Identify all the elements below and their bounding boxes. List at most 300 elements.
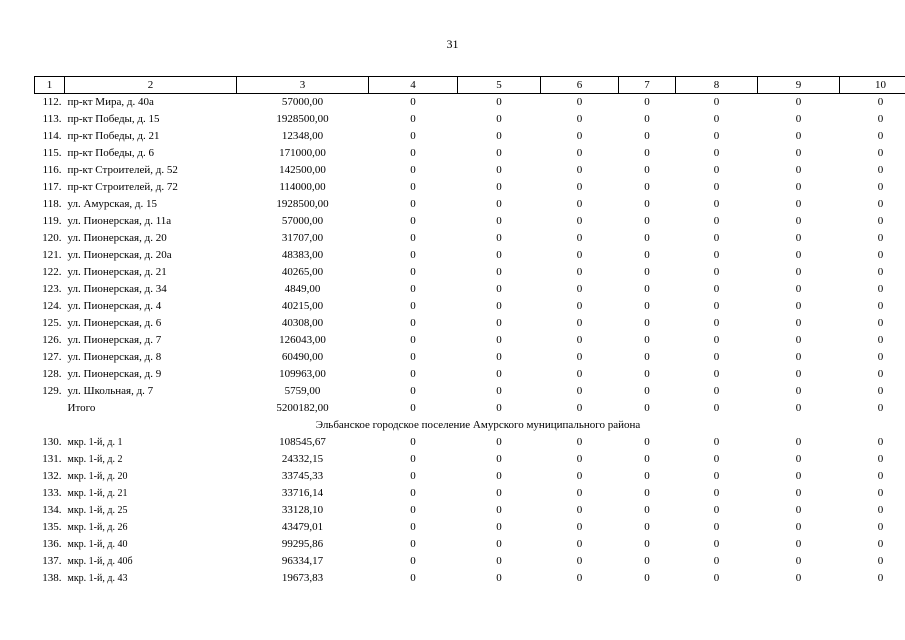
table-cell: 0 bbox=[795, 436, 802, 448]
column-header: 2 bbox=[65, 77, 237, 94]
total-row bbox=[35, 400, 905, 417]
amount-cell: 1928500,00 bbox=[276, 113, 329, 125]
table-cell: 0 bbox=[496, 283, 502, 295]
table-cell: 0 bbox=[795, 300, 802, 312]
data-table bbox=[34, 76, 905, 587]
table-cell: 0 bbox=[576, 555, 583, 567]
table-cell: 0 bbox=[496, 266, 502, 278]
table-row bbox=[35, 315, 905, 332]
table-cell: 0 bbox=[795, 249, 802, 261]
row-number: 138. bbox=[42, 572, 62, 584]
table-cell: 0 bbox=[795, 147, 802, 159]
total-label: Итого bbox=[67, 402, 96, 414]
address-cell: ул. Пионерская, д. 34 bbox=[67, 283, 167, 295]
table-cell: 0 bbox=[410, 266, 416, 278]
table-cell: 0 bbox=[410, 402, 416, 414]
table-cell: 0 bbox=[713, 198, 720, 210]
address-cell: пр-кт Строителей, д. 72 bbox=[67, 181, 178, 193]
amount-cell: 31707,00 bbox=[281, 232, 324, 244]
table-cell: 0 bbox=[713, 402, 720, 414]
amount-cell: 33716,14 bbox=[281, 487, 324, 499]
table-cell: 0 bbox=[576, 504, 583, 516]
table-cell: 0 bbox=[576, 453, 583, 465]
table-cell: 0 bbox=[877, 147, 884, 159]
table-cell: 0 bbox=[713, 572, 720, 584]
table-cell: 0 bbox=[795, 538, 802, 550]
table-cell: 0 bbox=[496, 402, 502, 414]
table-cell: 0 bbox=[496, 215, 502, 227]
amount-cell: 40308,00 bbox=[281, 317, 324, 329]
table-cell: 0 bbox=[713, 351, 720, 363]
amount-cell: 171000,00 bbox=[279, 147, 326, 159]
table-cell: 0 bbox=[576, 300, 583, 312]
table-cell: 0 bbox=[410, 181, 416, 193]
table-cell: 0 bbox=[410, 351, 416, 363]
column-header: 6 bbox=[541, 77, 619, 94]
table-cell: 0 bbox=[713, 470, 720, 482]
table-row bbox=[35, 366, 905, 383]
table-cell: 0 bbox=[410, 436, 416, 448]
table-cell: 0 bbox=[410, 215, 416, 227]
address-cell: ул. Пионерская, д. 4 bbox=[67, 300, 162, 312]
table-cell: 0 bbox=[410, 232, 416, 244]
table-cell: 0 bbox=[410, 283, 416, 295]
table-cell: 0 bbox=[713, 317, 720, 329]
table-row bbox=[35, 179, 905, 196]
table-cell: 0 bbox=[795, 113, 802, 125]
table-cell: 0 bbox=[795, 368, 802, 380]
amount-cell: 48383,00 bbox=[281, 249, 324, 261]
amount-cell: 40265,00 bbox=[281, 266, 324, 278]
column-header: 9 bbox=[758, 77, 840, 94]
table-cell: 0 bbox=[496, 164, 502, 176]
address-cell: пр-кт Победы, д. 21 bbox=[67, 130, 160, 142]
table-cell: 0 bbox=[713, 130, 720, 142]
table-cell: 0 bbox=[410, 300, 416, 312]
address-cell: мкр. 1-й, д. 43 bbox=[67, 573, 128, 584]
table-cell: 0 bbox=[713, 504, 720, 516]
table-row bbox=[35, 332, 905, 349]
table-cell: 0 bbox=[496, 470, 502, 482]
table-cell: 0 bbox=[644, 198, 650, 210]
table-row bbox=[35, 281, 905, 298]
amount-cell: 96334,17 bbox=[281, 555, 324, 567]
amount-cell: 126043,00 bbox=[279, 334, 326, 346]
table-cell: 0 bbox=[644, 266, 650, 278]
address-cell: мкр. 1-й, д. 2 bbox=[67, 454, 123, 465]
table-cell: 0 bbox=[410, 96, 416, 108]
address-cell: мкр. 1-й, д. 20 bbox=[67, 471, 128, 482]
table-cell: 0 bbox=[576, 283, 583, 295]
table-cell: 0 bbox=[795, 385, 802, 397]
address-cell: ул. Пионерская, д. 20а bbox=[67, 249, 172, 261]
section-row bbox=[35, 417, 905, 434]
table-cell: 0 bbox=[644, 470, 650, 482]
row-number: 114. bbox=[42, 130, 62, 142]
table-cell: 0 bbox=[713, 521, 720, 533]
table-cell: 0 bbox=[410, 453, 416, 465]
table-cell: 0 bbox=[576, 130, 583, 142]
table-cell: 0 bbox=[795, 402, 802, 414]
table-cell: 0 bbox=[410, 385, 416, 397]
table-cell: 0 bbox=[795, 334, 802, 346]
table-row bbox=[35, 502, 905, 519]
amount-cell: 108545,67 bbox=[279, 436, 326, 448]
table-cell: 0 bbox=[644, 283, 650, 295]
amount-cell: 114000,00 bbox=[279, 181, 326, 193]
amount-cell: 33745,33 bbox=[281, 470, 324, 482]
amount-cell: 5759,00 bbox=[284, 385, 321, 397]
amount-cell: 43479,01 bbox=[281, 521, 324, 533]
table-row bbox=[35, 162, 905, 179]
table-cell: 0 bbox=[644, 300, 650, 312]
table-cell: 0 bbox=[576, 402, 583, 414]
table-cell: 0 bbox=[496, 317, 502, 329]
address-cell: ул. Пионерская, д. 7 bbox=[67, 334, 162, 346]
table-cell: 0 bbox=[713, 113, 720, 125]
table-cell: 0 bbox=[576, 249, 583, 261]
table-cell: 0 bbox=[795, 164, 802, 176]
address-cell: ул. Пионерская, д. 6 bbox=[67, 317, 162, 329]
table-row bbox=[35, 519, 905, 536]
row-number: 134. bbox=[42, 504, 62, 516]
table-cell: 0 bbox=[576, 147, 583, 159]
table-cell: 0 bbox=[496, 334, 502, 346]
table-cell: 0 bbox=[576, 436, 583, 448]
table-cell: 0 bbox=[644, 317, 650, 329]
table-cell: 0 bbox=[713, 249, 720, 261]
table-cell: 0 bbox=[576, 385, 583, 397]
table-header-row bbox=[35, 77, 905, 94]
table-cell: 0 bbox=[410, 470, 416, 482]
row-number: 137. bbox=[42, 555, 62, 567]
table-cell: 0 bbox=[713, 266, 720, 278]
table-cell: 0 bbox=[644, 113, 650, 125]
table-cell: 0 bbox=[496, 300, 502, 312]
row-number: 115. bbox=[42, 147, 62, 159]
table-cell: 0 bbox=[795, 232, 802, 244]
address-cell: мкр. 1-й, д. 21 bbox=[67, 488, 128, 499]
row-number: 121. bbox=[42, 249, 62, 261]
address-cell: ул. Пионерская, д. 8 bbox=[67, 351, 162, 363]
table-cell: 0 bbox=[410, 538, 416, 550]
table-cell: 0 bbox=[795, 487, 802, 499]
table-row bbox=[35, 451, 905, 468]
address-cell: мкр. 1-й, д. 1 bbox=[67, 437, 123, 448]
amount-cell: 57000,00 bbox=[281, 215, 324, 227]
table-cell: 0 bbox=[576, 470, 583, 482]
table-cell: 0 bbox=[713, 453, 720, 465]
row-number: 131. bbox=[42, 453, 62, 465]
table-cell: 0 bbox=[877, 470, 884, 482]
table-cell: 0 bbox=[877, 538, 884, 550]
row-number: 135. bbox=[42, 521, 62, 533]
amount-cell: 57000,00 bbox=[281, 96, 324, 108]
table-cell: 0 bbox=[877, 300, 884, 312]
table-cell: 0 bbox=[496, 572, 502, 584]
amount-cell: 142500,00 bbox=[279, 164, 326, 176]
table-cell: 0 bbox=[877, 351, 884, 363]
address-cell: мкр. 1-й, д. 40 bbox=[67, 539, 128, 550]
table-cell: 0 bbox=[496, 249, 502, 261]
row-number: 133. bbox=[42, 487, 62, 499]
address-cell: пр-кт Победы, д. 15 bbox=[67, 113, 160, 125]
table-cell: 0 bbox=[644, 436, 650, 448]
table-cell: 0 bbox=[644, 232, 650, 244]
table-cell: 0 bbox=[644, 487, 650, 499]
table-row bbox=[35, 94, 905, 112]
row-number: 119. bbox=[42, 215, 62, 227]
table-cell: 0 bbox=[713, 436, 720, 448]
table-cell: 0 bbox=[644, 249, 650, 261]
table-cell: 0 bbox=[795, 198, 802, 210]
row-number: 113. bbox=[42, 113, 62, 125]
table-cell: 0 bbox=[644, 351, 650, 363]
table-cell: 0 bbox=[713, 215, 720, 227]
table-cell: 0 bbox=[410, 368, 416, 380]
table-cell: 0 bbox=[576, 198, 583, 210]
row-number: 130. bbox=[42, 436, 62, 448]
table-cell: 0 bbox=[713, 385, 720, 397]
table-cell: 0 bbox=[644, 130, 650, 142]
table-cell: 0 bbox=[496, 130, 502, 142]
table-cell: 0 bbox=[644, 96, 650, 108]
table-cell: 0 bbox=[795, 266, 802, 278]
table-cell: 0 bbox=[576, 181, 583, 193]
row-number: 128. bbox=[42, 368, 62, 380]
table-row bbox=[35, 468, 905, 485]
column-header: 5 bbox=[458, 77, 541, 94]
table-cell: 0 bbox=[644, 504, 650, 516]
table-cell: 0 bbox=[713, 538, 720, 550]
table-cell: 0 bbox=[410, 572, 416, 584]
table-cell: 0 bbox=[576, 232, 583, 244]
table-cell: 0 bbox=[644, 147, 650, 159]
table-cell: 0 bbox=[410, 249, 416, 261]
table-cell: 0 bbox=[713, 164, 720, 176]
row-number: 122. bbox=[42, 266, 62, 278]
table-cell: 0 bbox=[713, 181, 720, 193]
amount-cell: 19673,83 bbox=[281, 572, 324, 584]
table-cell: 0 bbox=[713, 232, 720, 244]
column-header: 3 bbox=[237, 77, 369, 94]
row-number: 118. bbox=[42, 198, 62, 210]
table-cell: 0 bbox=[795, 283, 802, 295]
table-cell: 0 bbox=[410, 198, 416, 210]
table-cell: 0 bbox=[877, 317, 884, 329]
table-cell: 0 bbox=[496, 504, 502, 516]
address-cell: пр-кт Строителей, д. 52 bbox=[67, 164, 178, 176]
amount-cell: 99295,86 bbox=[281, 538, 324, 550]
table-cell: 0 bbox=[496, 147, 502, 159]
table-cell: 0 bbox=[644, 368, 650, 380]
page-number: 31 bbox=[446, 37, 459, 51]
table-row bbox=[35, 485, 905, 502]
table-cell: 0 bbox=[644, 555, 650, 567]
table-cell: 0 bbox=[644, 521, 650, 533]
address-cell: мкр. 1-й, д. 25 bbox=[67, 505, 128, 516]
amount-cell: 60490,00 bbox=[281, 351, 324, 363]
table-cell: 0 bbox=[644, 181, 650, 193]
row-number: 129. bbox=[42, 385, 62, 397]
address-cell: ул. Пионерская, д. 20 bbox=[67, 232, 167, 244]
address-cell: ул. Амурская, д. 15 bbox=[67, 198, 158, 210]
table-cell: 0 bbox=[496, 487, 502, 499]
table-cell: 0 bbox=[713, 96, 720, 108]
table-cell: 0 bbox=[795, 521, 802, 533]
table-cell: 0 bbox=[877, 521, 884, 533]
table-cell: 0 bbox=[644, 164, 650, 176]
table-cell: 0 bbox=[713, 147, 720, 159]
table-cell: 0 bbox=[877, 402, 884, 414]
table-cell: 0 bbox=[644, 538, 650, 550]
amount-cell: 109963,00 bbox=[279, 368, 326, 380]
table-cell: 0 bbox=[877, 113, 884, 125]
table-cell: 0 bbox=[576, 334, 583, 346]
table-cell: 0 bbox=[496, 436, 502, 448]
table-cell: 0 bbox=[496, 453, 502, 465]
table-cell: 0 bbox=[877, 249, 884, 261]
table-cell: 0 bbox=[496, 521, 502, 533]
table-cell: 0 bbox=[713, 368, 720, 380]
row-number: 124. bbox=[42, 300, 62, 312]
table-cell: 0 bbox=[795, 317, 802, 329]
table-row bbox=[35, 570, 905, 587]
table-cell: 0 bbox=[576, 215, 583, 227]
table-cell: 0 bbox=[410, 504, 416, 516]
table-cell: 0 bbox=[877, 283, 884, 295]
table-cell: 0 bbox=[496, 181, 502, 193]
table-row bbox=[35, 264, 905, 281]
table-cell: 0 bbox=[877, 487, 884, 499]
table-cell: 0 bbox=[795, 555, 802, 567]
table-cell: 0 bbox=[496, 198, 502, 210]
row-number: 112. bbox=[42, 96, 62, 108]
table-row bbox=[35, 349, 905, 366]
row-number: 136. bbox=[42, 538, 62, 550]
table-cell: 0 bbox=[795, 351, 802, 363]
table-cell: 0 bbox=[644, 385, 650, 397]
table-cell: 0 bbox=[576, 572, 583, 584]
table-cell: 0 bbox=[496, 351, 502, 363]
table-cell: 0 bbox=[576, 164, 583, 176]
table-cell: 0 bbox=[576, 351, 583, 363]
amount-cell: 4849,00 bbox=[284, 283, 321, 295]
total-amount: 5200182,00 bbox=[276, 402, 329, 414]
table-cell: 0 bbox=[576, 521, 583, 533]
table-cell: 0 bbox=[410, 147, 416, 159]
table-cell: 0 bbox=[795, 215, 802, 227]
table-cell: 0 bbox=[713, 334, 720, 346]
table-cell: 0 bbox=[576, 96, 583, 108]
address-cell: мкр. 1-й, д. 26 bbox=[67, 522, 128, 533]
amount-cell: 33128,10 bbox=[281, 504, 324, 516]
table-cell: 0 bbox=[877, 130, 884, 142]
address-cell: ул. Пионерская, д. 21 bbox=[67, 266, 167, 278]
table-cell: 0 bbox=[877, 96, 884, 108]
amount-cell: 40215,00 bbox=[281, 300, 324, 312]
table-cell: 0 bbox=[877, 266, 884, 278]
table-cell: 0 bbox=[877, 181, 884, 193]
table-cell: 0 bbox=[644, 453, 650, 465]
amount-cell: 24332,15 bbox=[281, 453, 324, 465]
table-cell: 0 bbox=[877, 504, 884, 516]
column-header: 7 bbox=[619, 77, 676, 94]
table-cell: 0 bbox=[795, 96, 802, 108]
amount-cell: 12348,00 bbox=[281, 130, 324, 142]
table-cell: 0 bbox=[877, 232, 884, 244]
table-row bbox=[35, 298, 905, 315]
table-cell: 0 bbox=[795, 504, 802, 516]
table-cell: 0 bbox=[496, 96, 502, 108]
table-cell: 0 bbox=[713, 283, 720, 295]
column-header: 4 bbox=[369, 77, 458, 94]
table-cell: 0 bbox=[576, 113, 583, 125]
table-cell: 0 bbox=[795, 181, 802, 193]
table-row bbox=[35, 230, 905, 247]
table-cell: 0 bbox=[496, 385, 502, 397]
table-cell: 0 bbox=[795, 130, 802, 142]
row-number: 127. bbox=[42, 351, 62, 363]
table-row bbox=[35, 247, 905, 264]
table-cell: 0 bbox=[410, 130, 416, 142]
row-number: 116. bbox=[42, 164, 62, 176]
address-cell: мкр. 1-й, д. 40б bbox=[67, 556, 133, 567]
table-cell: 0 bbox=[496, 113, 502, 125]
table-row bbox=[35, 434, 905, 451]
table-cell: 0 bbox=[877, 334, 884, 346]
table-cell: 0 bbox=[410, 521, 416, 533]
column-header: 8 bbox=[676, 77, 758, 94]
table-cell: 0 bbox=[576, 368, 583, 380]
table-cell: 0 bbox=[713, 555, 720, 567]
table-cell: 0 bbox=[795, 453, 802, 465]
address-cell: ул. Пионерская, д. 9 bbox=[67, 368, 162, 380]
table-row bbox=[35, 536, 905, 553]
table-cell: 0 bbox=[496, 368, 502, 380]
table-cell: 0 bbox=[410, 487, 416, 499]
table-row bbox=[35, 128, 905, 145]
table-cell: 0 bbox=[496, 232, 502, 244]
row-number: 126. bbox=[42, 334, 62, 346]
address-cell: ул. Школьная, д. 7 bbox=[67, 385, 154, 397]
table-cell: 0 bbox=[410, 555, 416, 567]
row-number: 117. bbox=[42, 181, 62, 193]
table-cell: 0 bbox=[410, 164, 416, 176]
row-number: 120. bbox=[42, 232, 62, 244]
table-cell: 0 bbox=[877, 453, 884, 465]
table-cell: 0 bbox=[877, 555, 884, 567]
table-cell: 0 bbox=[644, 334, 650, 346]
table-row bbox=[35, 196, 905, 213]
table-row bbox=[35, 553, 905, 570]
column-header: 1 bbox=[35, 77, 65, 94]
table-cell: 0 bbox=[877, 215, 884, 227]
table-cell: 0 bbox=[410, 113, 416, 125]
column-header: 10 bbox=[840, 77, 905, 94]
table-cell: 0 bbox=[576, 317, 583, 329]
table-cell: 0 bbox=[410, 334, 416, 346]
table-cell: 0 bbox=[576, 487, 583, 499]
section-title: Эльбанское городское поселение Амурского муниципального района bbox=[315, 419, 641, 431]
table-cell: 0 bbox=[795, 470, 802, 482]
table-cell: 0 bbox=[877, 368, 884, 380]
table-cell: 0 bbox=[877, 385, 884, 397]
table-row bbox=[35, 213, 905, 230]
table-cell: 0 bbox=[496, 538, 502, 550]
row-number: 132. bbox=[42, 470, 62, 482]
table-cell: 0 bbox=[877, 164, 884, 176]
